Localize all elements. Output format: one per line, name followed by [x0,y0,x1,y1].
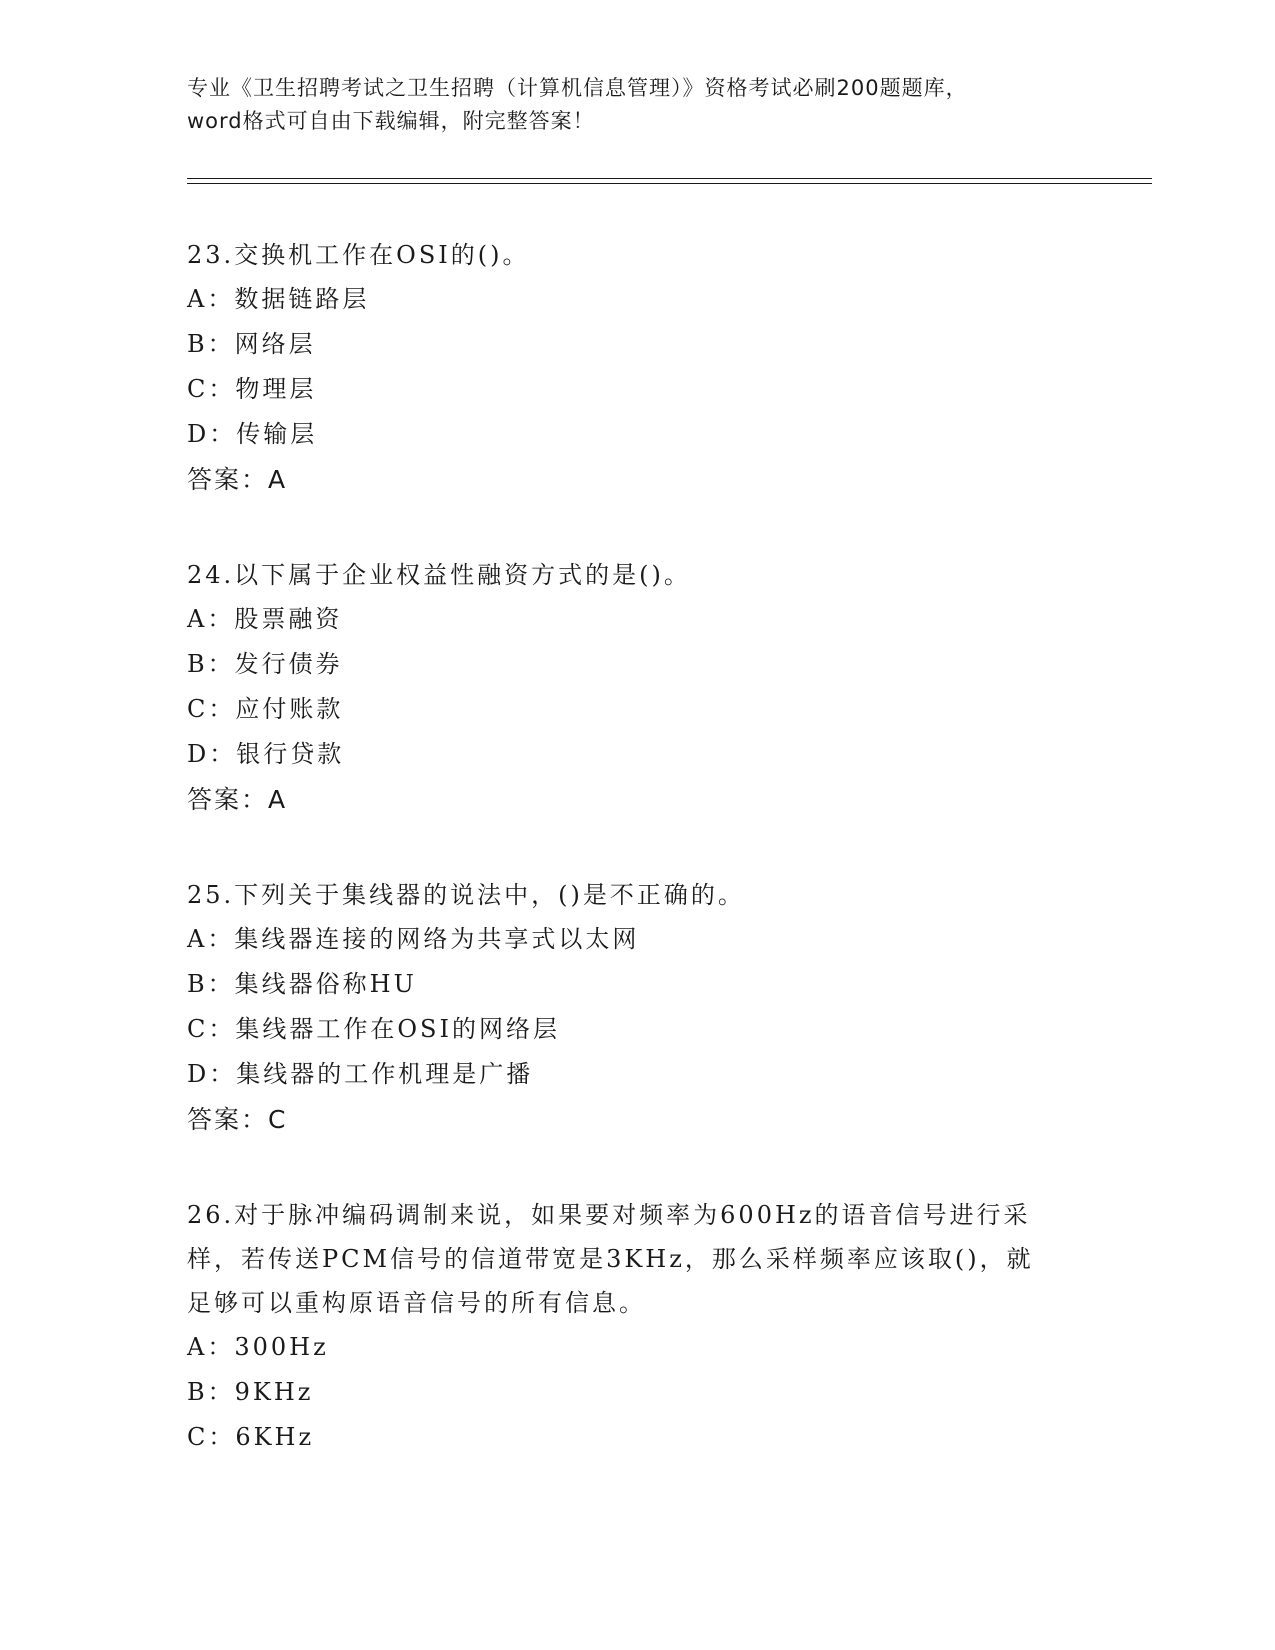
option-d: D：集线器的工作机理是广播 [187,1060,534,1088]
option-d: D：传输层 [187,420,318,448]
question-stem: 24.以下属于企业权益性融资方式的是()。 [187,561,691,589]
option-a: A：300Hz [187,1333,329,1361]
question-stem: 23.交换机工作在OSI的()。 [187,241,530,269]
question-26 [187,1193,1087,1460]
option-d: D：银行贷款 [187,740,345,768]
answer-line: 答案：C [187,1105,288,1134]
question-stem-line-1: 26.对于脉冲编码调制来说，如果要对频率为600Hz的语音信号进行采 [187,1201,1031,1229]
question-stem: 25.下列关于集线器的说法中，()是不正确的。 [187,881,745,909]
question-25 [187,873,1087,1143]
question-stem-line-2: 样，若传送PCM信号的信道带宽是3KHz，那么采样频率应该取()，就 [187,1245,1034,1273]
question-23 [187,233,1087,503]
option-a: A：集线器连接的网络为共享式以太网 [187,925,640,953]
option-c: C：应付账款 [187,695,344,723]
option-b: B：9KHz [187,1378,314,1406]
option-c: C：物理层 [187,375,317,403]
option-c: C：集线器工作在OSI的网络层 [187,1015,560,1043]
header-divider-top [187,178,1152,179]
header-line-2: word格式可自由下载编辑，附完整答案！ [187,109,595,133]
header-line-1: 专业《卫生招聘考试之卫生招聘（计算机信息管理）》资格考试必刷200题题库， [187,76,968,100]
question-stem-line-3: 足够可以重构原语音信号的所有信息。 [187,1289,646,1317]
document-header [187,72,1087,138]
option-c: C：6KHz [187,1423,315,1451]
option-a: A：数据链路层 [187,285,370,313]
answer-line: 答案：A [187,785,288,814]
option-b: B：集线器俗称HU [187,970,417,998]
option-a: A：股票融资 [187,605,343,633]
question-24 [187,553,1087,823]
option-b: B：发行债券 [187,650,343,678]
answer-line: 答案：A [187,465,288,494]
option-b: B：网络层 [187,330,316,358]
header-divider-bottom [187,183,1152,184]
